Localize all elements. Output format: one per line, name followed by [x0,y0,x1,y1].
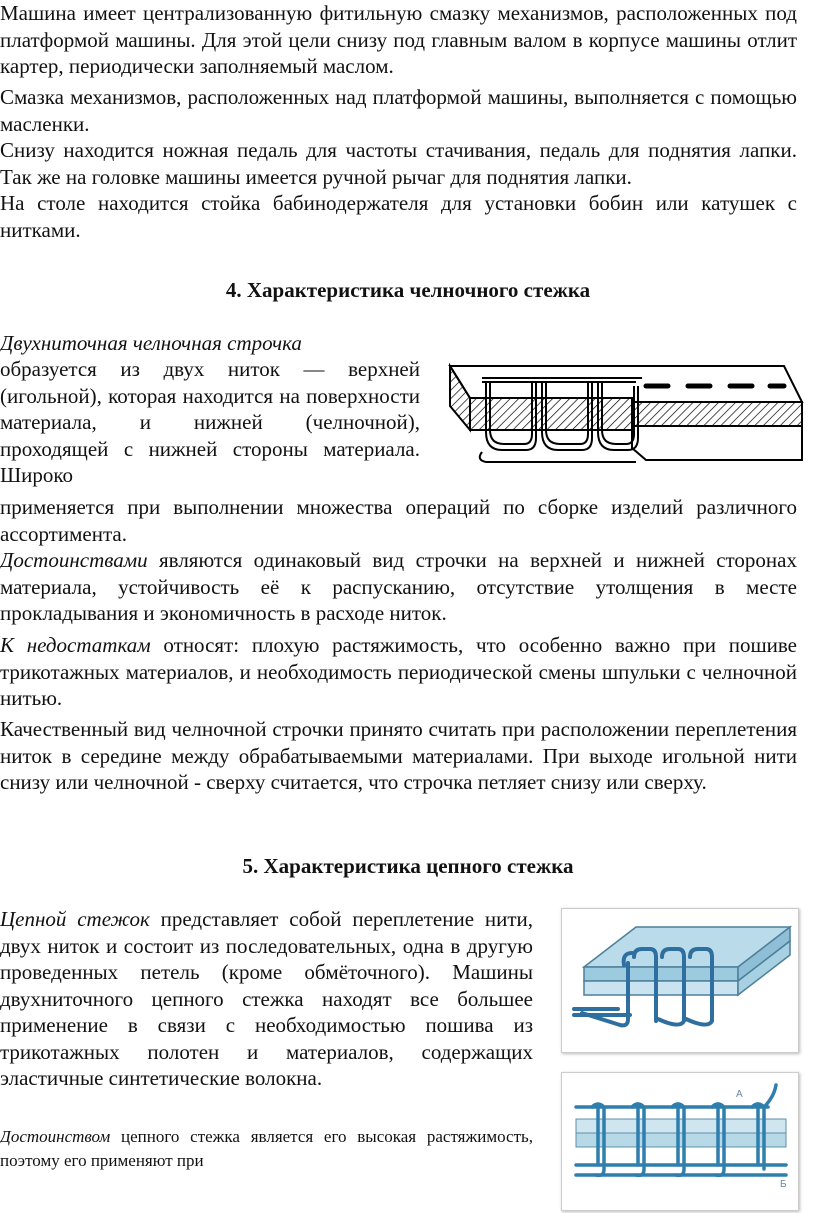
lockstitch-figure [446,352,804,478]
disadvantages-text: относят: плохую растяжимость, что особенно важно при пошиве трикотажных материалов, и необходимость периодической смены шпульки с челночной нитью. [0,633,797,710]
label-a: A [736,1089,743,1100]
paragraph-lockstitch-cont: применяется при выполнении множества операций по сборке изделий различного ассортимента. [0,495,797,546]
section-heading-lockstitch: 4. Характеристика челночного стежка [225,278,591,302]
term-disadvantages: К недостаткам [0,633,151,657]
section-heading-chainstitch: 5. Характеристика цепного стежка [242,854,574,878]
paragraph-quality: Качественный вид челночной строчки принято считать при расположении переплетения ниток в середине между обрабатываемыми материалами. При выходе игольной нити снизу или челночной - сверху считается, что строчка петляет снизу или сверху. [0,717,797,794]
term-merit: Достоинством [0,1127,111,1146]
paragraph-merit [0,1125,533,1173]
paragraph-pedals: Снизу находится ножная педаль для частоты стачивания, педаль для поднятия лапки. Так же на головке машины имеется ручной рычаг для поднятия лапки. [0,138,797,189]
paragraph-advantages [0,547,797,627]
chainstitch-text: представляет собой переплетение нити, двух ниток и состоит из последовательных, одна в другую проведенных петель (кроме обмёточного). Машины двухниточного цепного стежка находят все большее применение в связи с необходимостью пошива из трикотажных полотен и материалов, содержащих эластичные синтетические волокна. [0,907,533,1090]
lockstitch-diagram [446,352,804,478]
merit-text: цепного стежка является его высокая растяжимость, поэтому его применяют при [0,1127,533,1170]
paragraph-lubrication: Машина имеет централизованную фитильную смазку механизмов, расположенных под платформой машины. Для этой цели снизу под главным валом в корпусе машины отлит картер, периодически заполняемый маслом. [0,1,797,78]
paragraph-lockstitch-side: образуется из двух ниток — верхней (игольной), которая находится на поверхности материала, и нижней (челночной), проходящей с нижней стороны материала. Широко [0,357,420,487]
chainstitch-diagram-3d [562,909,798,1052]
advantages-text: являются одинаковый вид строчки на верхней и нижней сторонах материала, устойчивость её к распусканию, отсутствие утолщения в месте прокладывания и экономичность в расходе ниток. [0,548,797,625]
chainstitch-figure-top [561,908,799,1053]
paragraph-lockstitch-intro [0,330,420,357]
term-advantages: Достоинствами [0,548,148,572]
paragraph-oiler: Смазка механизмов, расположенных над платформой машины, выполняется с помощью масленки. [0,85,797,136]
term-chainstitch: Цепной стежок [0,907,150,931]
label-b: Б [780,1179,787,1190]
chainstitch-diagram-section [562,1073,798,1210]
paragraph-disadvantages [0,632,797,712]
paragraph-chainstitch [0,906,533,1092]
paragraph-bobbin-stand: На столе находится стойка бабинодержателя для установки бобин или катушек с нитками. [0,191,797,242]
chainstitch-figure-bottom [561,1072,799,1211]
term-lockstitch: Двухниточная челночная строчка [0,331,302,355]
